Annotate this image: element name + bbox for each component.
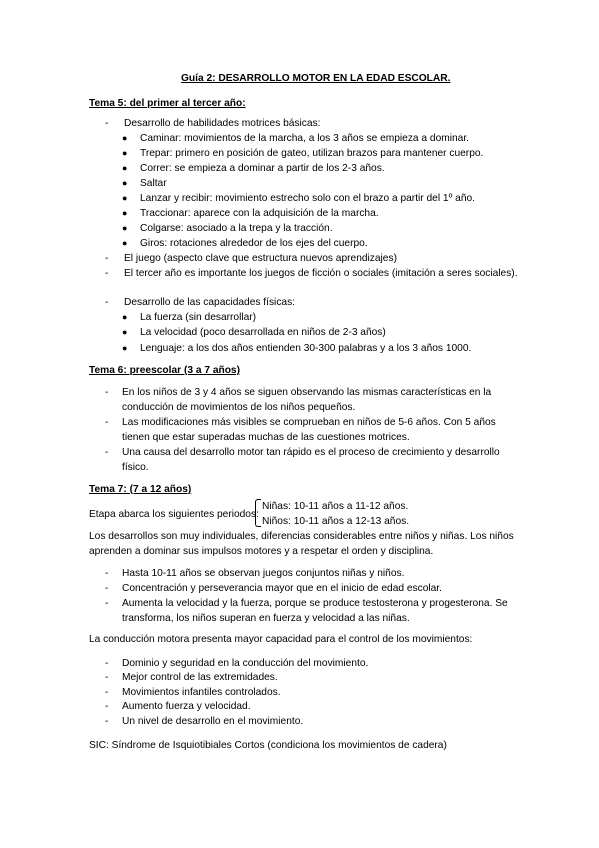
tema7-paragraph: Los desarrollos son muy individuales, diferencias considerables entre niños y niñas. Los niños aprenden a dominar sus impulsos motores y a respetar el orden y disciplina. [89, 531, 514, 557]
cond-item: Aumento fuerza y velocidad. [122, 701, 251, 712]
dash-marker: - [105, 568, 109, 579]
hab-item: Caminar: movimientos de la marcha, a los 3 años se empieza a dominar. [140, 133, 469, 144]
bullet-dot: ● [122, 343, 128, 353]
cond-item: Movimientos infantiles controlados. [122, 687, 281, 698]
dash-marker: - [105, 687, 109, 698]
cond-item: Un nivel de desarrollo en el movimiento. [122, 716, 304, 727]
bullet-dot: ● [122, 193, 128, 203]
dash-marker: - [105, 598, 109, 609]
etapa-text: Etapa abarca los siguientes periodos: [89, 509, 259, 520]
bullet-dot: ● [122, 223, 128, 233]
conduccion-text: La conducción motora presenta mayor capacidad para el control de los movimientos: [89, 634, 473, 645]
hab-item: Giros: rotaciones alrededor de los ejes del cuerpo. [140, 238, 368, 249]
cap-item: La velocidad (poco desarrollada en niños de 2-3 años) [140, 327, 386, 338]
juego-text: El juego (aspecto clave que estructura nuevos aprendizajes) [124, 253, 397, 264]
bullet-dot: ● [122, 163, 128, 173]
cond-item: Mejor control de las extremidades. [122, 672, 278, 683]
hab-item: Saltar [140, 178, 167, 189]
dash-marker: - [105, 387, 109, 398]
hab-item: Traccionar: aparece con la adquisición de la marcha. [140, 208, 379, 219]
cap-item: Lenguaje: a los dos años entienden 30-300 palabras y a los 3 años 1000. [140, 343, 472, 354]
cond-item: Dominio y seguridad en la conducción del movimiento. [122, 658, 369, 669]
dash-marker: - [105, 672, 109, 683]
dash-marker: - [105, 583, 109, 594]
dash-marker: - [105, 658, 109, 669]
tema7-item: Hasta 10-11 años se observan juegos conjuntos niñas y niños. [122, 568, 405, 579]
tema6-heading: Tema 6: preescolar (3 a 7 años) [89, 365, 240, 376]
tema7-item: Aumenta la velocidad y la fuerza, porque se produce testosterona y progesterona. Se transforma, los niños superan en fuerza y velocidad a las niñas. [122, 598, 508, 624]
bullet-dot: ● [122, 208, 128, 218]
tercer-text: El tercer año es importante los juegos de ficción o sociales (imitación a seres sociales). [124, 268, 518, 279]
bullet-dot: ● [122, 327, 128, 337]
hab-item: Correr: se empieza a dominar a partir de los 2-3 años. [140, 163, 385, 174]
capacidades-text: Desarrollo de las capacidades físicas: [124, 297, 296, 308]
tema6-item: Una causa del desarrollo motor tan rápido es el proceso de crecimiento y desarrollo físico. [122, 447, 500, 473]
bullet-dot: ● [122, 178, 128, 188]
tema6-item: Las modificaciones más visibles se comprueban en niños de 5-6 años. Con 5 años tienen que estar superadas muchas de las cuestiones motrices. [122, 417, 496, 443]
document-title: Guía 2: DESARROLLO MOTOR EN LA EDAD ESCOLAR. [181, 73, 451, 84]
cap-item: La fuerza (sin desarrollar) [140, 312, 257, 323]
hab-item: Colgarse: asociado a la trepa y la tracción. [140, 223, 333, 234]
tema6-item: En los niños de 3 y 4 años se siguen observando las mismas características en la conducción de movimientos de los niños pequeños. [122, 387, 492, 413]
bullet-dot: ● [122, 148, 128, 158]
dash-marker: - [105, 716, 109, 727]
dash-marker: - [105, 701, 109, 712]
dash-marker: - [105, 268, 109, 279]
sic-text: SIC: Síndrome de Isquiotibiales Cortos (condiciona los movimientos de cadera) [89, 740, 447, 751]
brace-bracket [255, 499, 261, 527]
hab-item: Lanzar y recibir: movimiento estrecho solo con el brazo a partir del 1º año. [140, 193, 475, 204]
dash-marker: - [105, 118, 109, 129]
ninos-period: Niños: 10-11 años a 12-13 años. [262, 516, 410, 527]
bullet-dot: ● [122, 133, 128, 143]
tema7-heading: Tema 7: (7 a 12 años) [89, 484, 192, 495]
tema5-heading: Tema 5: del primer al tercer año: [89, 98, 246, 109]
bullet-dot: ● [122, 238, 128, 248]
tema7-item: Concentración y perseverancia mayor que en el inicio de edad escolar. [122, 583, 442, 594]
dash-marker: - [105, 297, 109, 308]
ninas-period: Niñas: 10-11 años a 11-12 años. [262, 501, 409, 512]
dash-marker: - [105, 253, 109, 264]
habilidades-text: Desarrollo de habilidades motrices básicas: [124, 118, 321, 129]
dash-marker: - [105, 447, 109, 458]
bullet-dot: ● [122, 312, 128, 322]
hab-item: Trepar: primero en posición de gateo, utilizan brazos para mantener cuerpo. [140, 148, 484, 159]
dash-marker: - [105, 417, 109, 428]
